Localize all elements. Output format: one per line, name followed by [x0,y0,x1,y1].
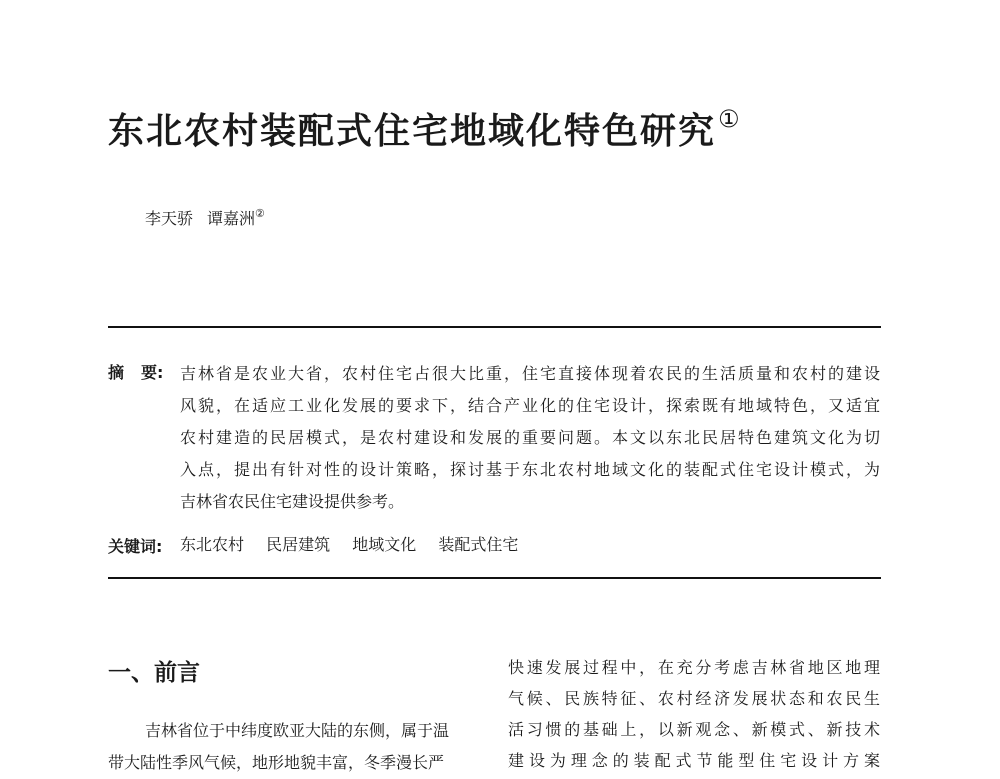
keywords-label-text: 关键词 [108,537,157,556]
abstract-line: 入点，提出有针对性的设计策略，探讨基于东北农村地域文化的装配式住宅设计模式，为 [180,460,880,479]
body-line: 活习惯的基础上，以新观念、新模式、新技术 [508,720,880,739]
keyword: 民居建筑 [266,535,331,554]
section-heading: 一、前言 [108,660,200,686]
abstract-label-char: 摘 [108,363,125,382]
body-line: 快速发展过程中，在充分考虑吉林省地区地理 [508,658,880,677]
abstract-body [180,358,880,518]
body-line: 带大陆性季风气候，地形地貌丰富，冬季漫长严 [108,753,445,772]
left-column [108,715,481,779]
top-divider [108,326,881,328]
author-name: 谭嘉洲 [207,209,256,228]
right-column [508,652,880,776]
keyword: 东北农村 [180,535,245,554]
title-footnote-mark: ① [718,105,742,133]
keywords-separator: : [156,537,163,556]
author-line [145,206,265,229]
body-line: 建设为理念的装配式节能型住宅设计方案 [508,751,880,770]
abstract-line: 吉林省农民住宅建设提供参考。 [180,492,405,511]
author-footnote-mark: ② [255,207,265,220]
paper-title [108,103,742,154]
abstract-label [108,360,163,383]
abstract-line: 吉林省是农业大省，农村住宅占很大比重，住宅直接体现着农民的生活质量和农村的建设 [180,364,880,383]
keyword: 装配式住宅 [438,535,519,554]
keywords-label [108,534,162,557]
abstract-line: 风貌，在适应工业化发展的要求下，结合产业化的住宅设计，探索既有地域特色，又适宜 [180,396,880,415]
title-text: 东北农村装配式住宅地域化特色研究 [108,111,717,152]
bottom-divider [108,577,881,579]
body-line: 吉林省位于中纬度欧亚大陆的东侧，属于温 [145,721,450,740]
author-name: 李天骄 [145,209,194,228]
body-line: 气候、民族特征、农村经济发展状态和农民生 [508,689,880,708]
abstract-label-char: 要 [141,363,158,382]
keyword: 地域文化 [352,535,417,554]
abstract-line: 农村建造的民居模式，是农村建设和发展的重要问题。本文以东北民居特色建筑文化为切 [180,428,880,447]
abstract-separator: : [157,363,164,382]
keywords-list [180,532,535,555]
